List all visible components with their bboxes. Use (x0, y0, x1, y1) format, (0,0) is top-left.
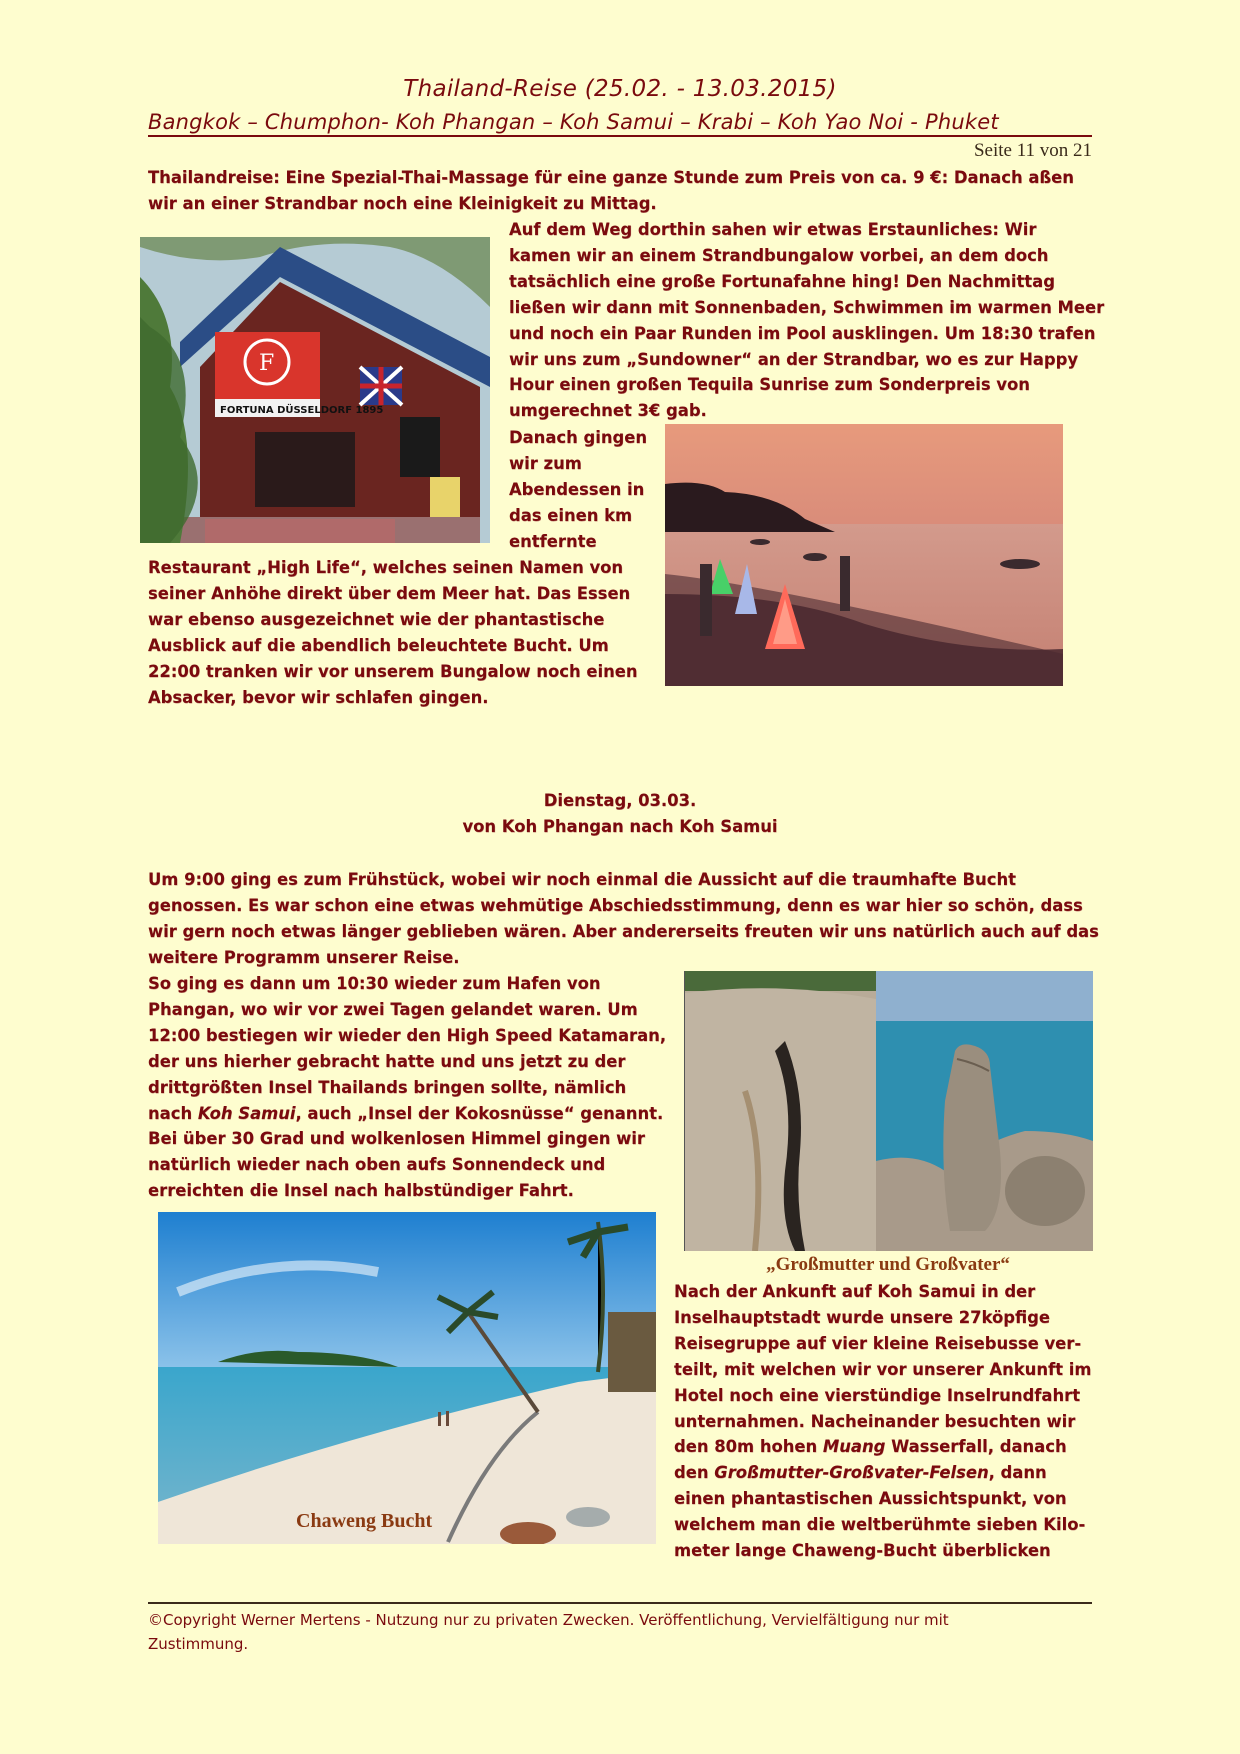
text-fragment: , auch „Insel der Kokosnüsse“ genannt. (295, 1103, 664, 1123)
text-line: natürlich wieder nach oben aufs Sonnendeck und (148, 1155, 606, 1175)
text-line: welchem man die weltberühmte sieben Kilo- (674, 1515, 1086, 1535)
text-line: Restaurant „High Life“, welches seinen Namen von (148, 558, 624, 577)
document-title: Thailand-Reise (25.02. - 13.03.2015) (403, 76, 837, 102)
text-line: Thailandreise: Eine Spezial-Thai-Massage für eine ganze Stunde zum Preis von ca. 9 €: Danach aßen (148, 168, 1074, 187)
text-line: Um 9:00 ging es zum Frühstück, wobei wir noch einmal die Aussicht auf die traumhafte Bucht (148, 870, 1016, 889)
flag-text: FORTUNA DÜSSELDORF 1895 (220, 405, 384, 416)
copyright-footer (148, 1608, 1092, 1656)
day-date: Dienstag, 03.03. (543, 791, 697, 810)
text-line: Bei über 30 Grad und wolkenlosen Himmel gingen wir (148, 1129, 645, 1149)
text-line: wir uns zum „Sundowner“ an der Strandbar, wo es zur Happy (509, 349, 1079, 369)
text-line: war ebenso ausgezeichnet wie der phantastische (148, 609, 605, 629)
text-line: unternahmen. Nacheinander besuchten wir (674, 1411, 1076, 1431)
text-line: Nach der Ankunft auf Koh Samui in der (674, 1282, 1036, 1301)
text-line (674, 1460, 1091, 1486)
rocks-caption: „Großmutter und Großvater“ (766, 1254, 1010, 1275)
text-line: Hotel noch eine vierstündige Inselrundfahrt (674, 1385, 1081, 1405)
text-line (674, 1434, 1091, 1460)
text-line: der uns hierher gebracht hatte und uns jetzt zu der (148, 1051, 626, 1071)
text-line: Danach gingen (509, 428, 648, 447)
place-name-felsen: Großmutter-Großvater-Felsen (714, 1463, 989, 1483)
place-name-koh-samui: Koh Samui (197, 1103, 296, 1123)
copyright-line: Zustimmung. (148, 1635, 249, 1653)
text-line: Reisegruppe auf vier kleine Reisebusse ver- (674, 1333, 1082, 1353)
text-fragment: Wasserfall, danach (885, 1437, 1067, 1457)
footer-divider (148, 1602, 1092, 1604)
afternoon-paragraph (509, 217, 1104, 424)
breakfast-paragraph (148, 867, 1099, 971)
text-line: teilt, mit welchen wir vor unserer Ankunft im (674, 1359, 1092, 1379)
place-name-muang: Muang (822, 1437, 886, 1457)
page-number: Seite 11 von 21 (973, 140, 1092, 161)
sunset-beach-photo (665, 424, 1063, 686)
text-line: wir zum (509, 453, 582, 473)
text-line: Hour einen großen Tequila Sunrise zum Sonderpreis von (509, 375, 1030, 395)
day-heading (0, 788, 1240, 840)
route-subtitle: Bangkok – Chumphon- Koh Phangan – Koh Samui – Krabi – Koh Yao Noi - Phuket (148, 110, 1092, 137)
text-line: Absacker, bevor wir schlafen gingen. (148, 687, 489, 707)
text-fragment: den 80m hohen (674, 1437, 823, 1457)
text-line: ließen wir dann mit Sonnenbaden, Schwimmen im warmen Meer (509, 297, 1105, 317)
text-line: entfernte (509, 531, 597, 551)
text-line: seiner Anhöhe direkt über dem Meer hat. Das Essen (148, 583, 631, 603)
text-line: Abendessen in (509, 479, 645, 499)
rocks-illustration (685, 971, 1093, 1251)
dinner-narrow-text (509, 425, 647, 555)
ferry-paragraph (148, 971, 666, 1204)
text-line: tatsächlich eine große Fortunafahne hing! Den Nachmittag (509, 271, 1055, 291)
text-line: erreichten die Insel nach halbstündiger Fahrt. (148, 1181, 574, 1201)
text-line: Inselhauptstadt wurde unsere 27köpfige (674, 1307, 1050, 1327)
text-line: weitere Programm unserer Reise. (148, 947, 460, 967)
dinner-paragraph (148, 555, 638, 710)
text-line: wir an einer Strandbar noch eine Kleinigkeit zu Mittag. (148, 193, 657, 213)
text-line: So ging es dann um 10:30 wieder zum Hafen von (148, 974, 601, 993)
beach-illustration (158, 1212, 656, 1544)
text-line: einen phantastischen Aussichtspunkt, von (674, 1489, 1067, 1509)
text-fragment: den (674, 1463, 715, 1483)
intro-paragraph (148, 165, 1074, 217)
bungalow-photo (140, 237, 490, 543)
bungalow-illustration (140, 237, 490, 543)
text-line: das einen km (509, 505, 633, 525)
text-line: kamen wir an einem Strandbungalow vorbei, an dem doch (509, 245, 1049, 265)
arrival-paragraph (674, 1279, 1091, 1564)
text-fragment: , dann (988, 1463, 1047, 1483)
text-line: 12:00 bestiegen wir wieder den High Speed Katamaran, (148, 1025, 667, 1045)
grandmother-grandfather-rocks-photo (684, 971, 1093, 1251)
text-line: genossen. Es war schon eine etwas wehmütige Abschiedsstimmung, denn es war hier so schön, dass (148, 895, 1083, 915)
text-line: und noch ein Paar Runden im Pool ausklingen. Um 18:30 trafen (509, 323, 1096, 343)
text-line: Phangan, wo wir vor zwei Tagen gelandet waren. Um (148, 999, 638, 1019)
text-fragment: nach (148, 1103, 198, 1123)
copyright-line: ©Copyright Werner Mertens - Nutzung nur zu privaten Zwecken. Veröffentlichung, Vervielfältigung nur mit (148, 1611, 949, 1629)
beach-caption: Chaweng Bucht (296, 1510, 433, 1532)
text-line: Auf dem Weg dorthin sahen wir etwas Erstaunliches: Wir (509, 220, 1037, 239)
sunset-illustration (665, 424, 1063, 686)
chaweng-beach-photo (158, 1212, 656, 1544)
day-route: von Koh Phangan nach Koh Samui (462, 816, 778, 836)
text-line: meter lange Chaweng-Bucht überblicken (674, 1541, 1051, 1561)
text-line: wir gern noch etwas länger geblieben wären. Aber andererseits freuten wir uns natürlich auch auf das (148, 921, 1099, 941)
text-line: drittgrößten Insel Thailands bringen sollte, nämlich (148, 1077, 627, 1097)
text-line: umgerechnet 3€ gab. (509, 401, 707, 421)
text-line: 22:00 tranken wir vor unserem Bungalow noch einen (148, 661, 638, 681)
svg-text:F: F (259, 351, 275, 376)
text-line: Ausblick auf die abendlich beleuchtete Bucht. Um (148, 635, 609, 655)
text-line (148, 1101, 666, 1127)
